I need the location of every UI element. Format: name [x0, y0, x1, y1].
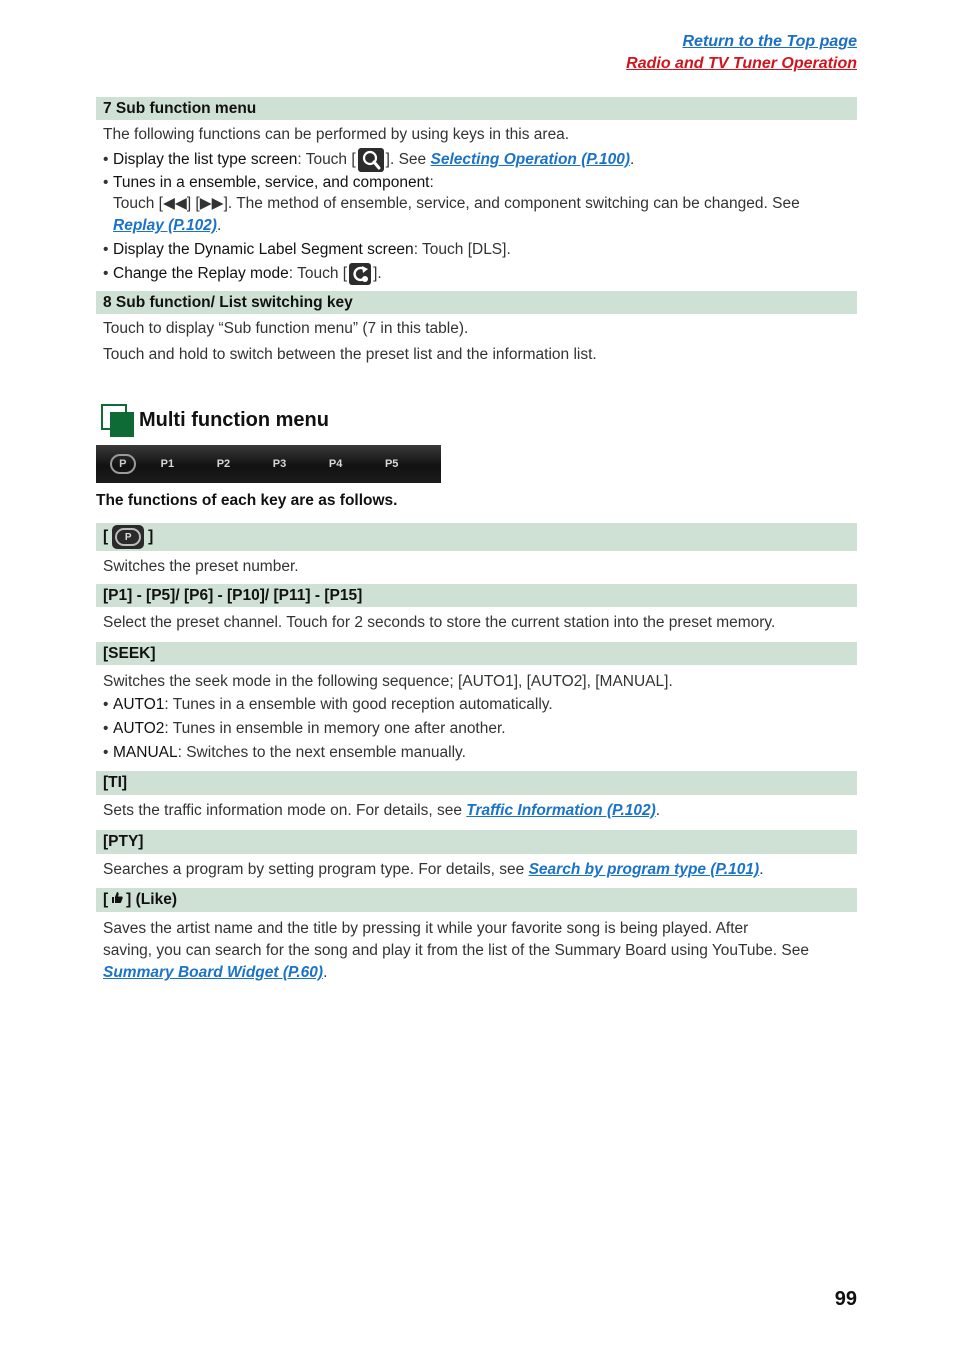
ti-header: [TI] [96, 771, 857, 795]
seek-manual: • MANUAL: Switches to the next ensemble manually. [103, 744, 466, 761]
p-key-icon: P [112, 525, 144, 549]
top-links [626, 31, 857, 75]
preset-key-p1[interactable]: P1 [160, 458, 175, 470]
preset-description: Select the preset channel. Touch for 2 seconds to store the current station into the preset memory. [103, 614, 776, 631]
dls-item: • Display the Dynamic Label Segment screen: Touch [DLS]. [103, 241, 511, 258]
seek-auto2: • AUTO2: Tunes in ensemble in memory one after another. [103, 720, 506, 737]
return-top-link[interactable]: Return to the Top page [682, 33, 857, 50]
like-line3: Summary Board Widget (P.60). [103, 964, 328, 981]
like-line1: Saves the artist name and the title by pressing it while your favorite song is being played. After [103, 920, 749, 937]
functions-intro: The functions of each key are as follows. [96, 492, 398, 509]
section-link[interactable]: Radio and TV Tuner Operation [626, 55, 857, 72]
list-type-item: • Display the list type screen: Touch [ ]. See Selecting Operation (P.100). [103, 148, 634, 172]
preset-key-p3[interactable]: P3 [272, 458, 287, 470]
thumbs-up-icon [111, 891, 123, 909]
summary-board-widget-link[interactable]: Summary Board Widget (P.60) [103, 964, 324, 981]
sub-function-list-line1: Touch to display “Sub function menu” (7 in this table). [103, 320, 469, 337]
multi-function-heading [101, 404, 329, 436]
traffic-information-link[interactable]: Traffic Information (P.102) [466, 802, 656, 819]
selecting-operation-link[interactable]: Selecting Operation (P.100) [430, 151, 631, 169]
like-line2: saving, you can search for the song and play it from the list of the Summary Board using YouTube. See [103, 942, 809, 959]
replay-link[interactable]: Replay (P.102) [113, 217, 217, 234]
page-number: 99 [834, 1288, 857, 1310]
p-key-header: [ P ] [96, 523, 857, 551]
pty-header: [PTY] [96, 830, 857, 854]
preset-header: [P1] - [P5]/ [P6] - [P10]/ [P11] - [P15] [96, 584, 857, 607]
sub-function-menu-header: 7 Sub function menu [96, 97, 857, 120]
pty-description: Searches a program by setting program type. For details, see Search by program type (P.101). [103, 861, 764, 878]
tunes-link-line: Replay (P.102). [113, 217, 222, 234]
replay-mode-item: • Change the Replay mode: Touch [ ]. [103, 263, 382, 285]
sub-function-intro: The following functions can be performed by using keys in this area. [103, 126, 570, 143]
seek-description: Switches the seek mode in the following sequence; [AUTO1], [AUTO2], [MANUAL]. [103, 673, 673, 690]
seek-header: [SEEK] [96, 642, 857, 665]
multi-function-title: Multi function menu [139, 408, 329, 431]
preset-key-p4[interactable]: P4 [328, 458, 343, 470]
search-program-type-link[interactable]: Search by program type (P.101) [528, 861, 760, 878]
preset-key-p5[interactable]: P5 [384, 458, 399, 470]
preset-key-p2[interactable]: P2 [216, 458, 231, 470]
tunes-item: • Tunes in a ensemble, service, and component: [103, 174, 434, 191]
multi-function-key-bar [96, 445, 441, 483]
section-square-icon [101, 404, 133, 436]
like-header: [ ] (Like) [96, 888, 857, 912]
search-icon [358, 148, 384, 172]
p-key-description: Switches the preset number. [103, 558, 299, 575]
seek-auto1: • AUTO1: Tunes in a ensemble with good reception automatically. [103, 696, 553, 713]
tunes-description: Touch [◀◀] [▶▶]. The method of ensemble, service, and component switching can be changed. See [113, 195, 800, 212]
preset-toggle-button[interactable]: P [110, 454, 136, 474]
sub-function-list-line2: Touch and hold to switch between the preset list and the information list. [103, 346, 597, 363]
replay-icon [349, 263, 371, 285]
ti-description: Sets the traffic information mode on. For details, see Traffic Information (P.102). [103, 802, 661, 819]
sub-function-list-header: 8 Sub function/ List switching key [96, 291, 857, 314]
